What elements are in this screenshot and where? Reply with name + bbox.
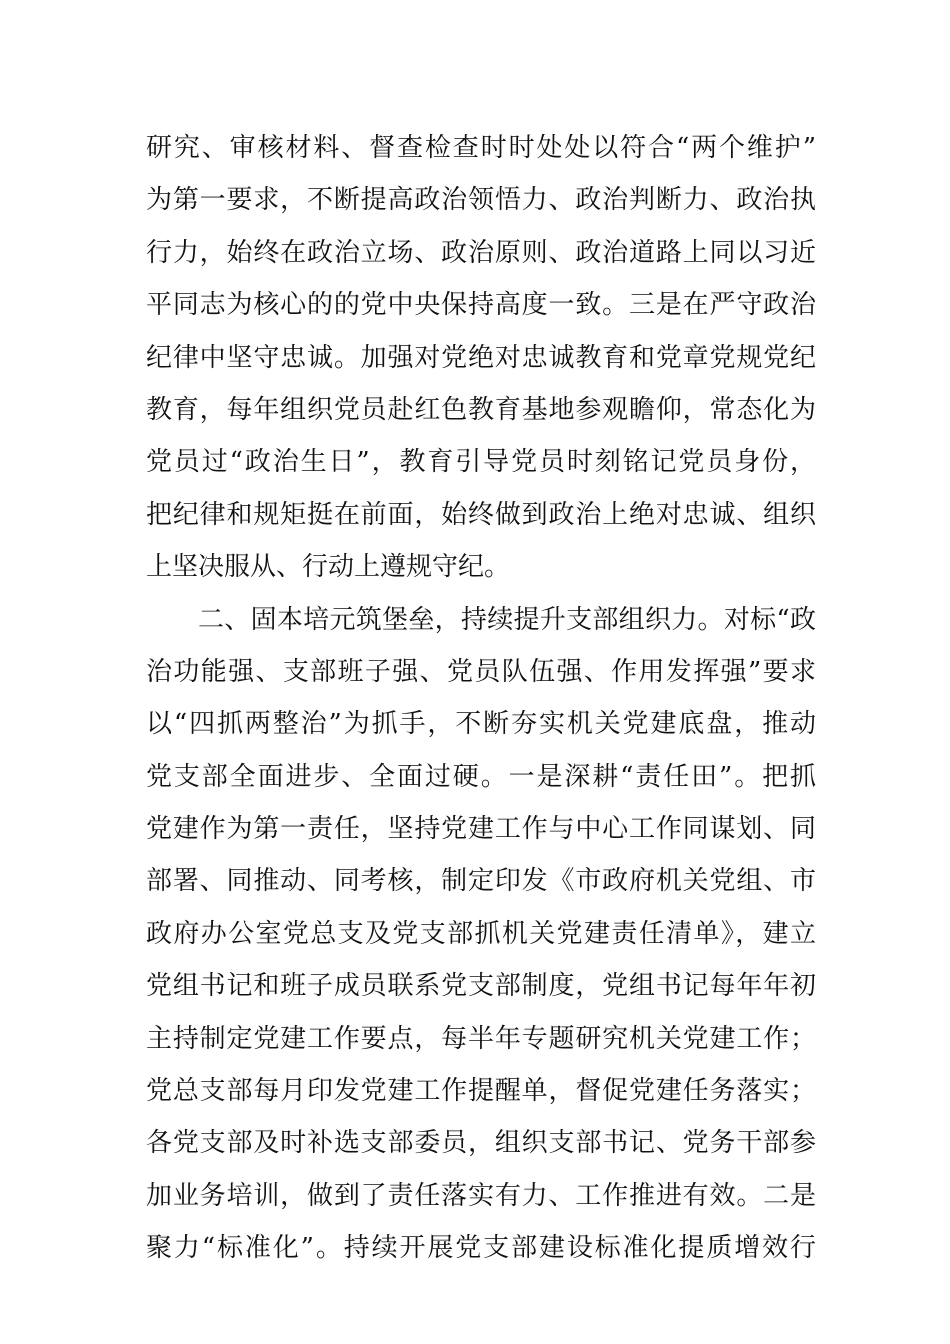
text-line: 以“四抓两整治”为抓手，不断夯实机关党建底盘，推动	[146, 709, 816, 740]
text-line: 加业务培训，做到了责任落实有力、工作推进有效。二是	[146, 1180, 816, 1211]
body-text	[146, 124, 816, 1277]
text-line: 行力，始终在政治立场、政治原则、政治道路上同以习近	[146, 237, 816, 268]
section-heading-line: 二、固本培元筑堡垒，持续提升支部组织力。对标“政	[198, 604, 816, 635]
text-line: 平同志为核心的的党中央保持高度一致。三是在严守政治	[146, 290, 816, 321]
text-line: 党建作为第一责任，坚持党建工作与中心工作同谋划、同	[146, 814, 816, 845]
text-line: 各党支部及时补选支部委员，组织支部书记、党务干部参	[146, 1128, 816, 1159]
text-line: 为第一要求，不断提高政治领悟力、政治判断力、政治执	[146, 185, 816, 216]
text-line: 党支部全面进步、全面过硬。一是深耕“责任田”。把抓	[146, 761, 816, 792]
text-line: 党员过“政治生日”，教育引导党员时刻铭记党员身份，	[146, 447, 816, 478]
text-line: 治功能强、支部班子强、党员队伍强、作用发挥强”要求	[146, 656, 816, 687]
text-line: 党组书记和班子成员联系党支部制度，党组书记每年年初	[146, 971, 816, 1002]
text-line: 研究、审核材料、督查检查时时处处以符合“两个维护”	[146, 133, 816, 163]
text-line: 主持制定党建工作要点，每半年专题研究机关党建工作；	[146, 1023, 816, 1054]
text-line: 部署、同推动、同考核，制定印发《市政府机关党组、市	[146, 866, 816, 897]
paragraph-end-line: 上坚决服从、行动上遵规守纪。	[146, 552, 511, 583]
text-line: 聚力“标准化”。持续开展党支部建设标准化提质增效行	[146, 1233, 816, 1264]
text-line: 政府办公室党总支及党支部抓机关党建责任清单》，建立	[146, 918, 816, 949]
text-line: 纪律中坚守忠诚。加强对党绝对忠诚教育和党章党规党纪	[146, 342, 816, 373]
text-line: 把纪律和规矩挺在前面，始终做到政治上绝对忠诚、组织	[146, 499, 816, 530]
text-line: 教育，每年组织党员赴红色教育基地参观瞻仰，常态化为	[146, 394, 816, 425]
text-line: 党总支部每月印发党建工作提醒单，督促党建任务落实；	[146, 1076, 816, 1107]
